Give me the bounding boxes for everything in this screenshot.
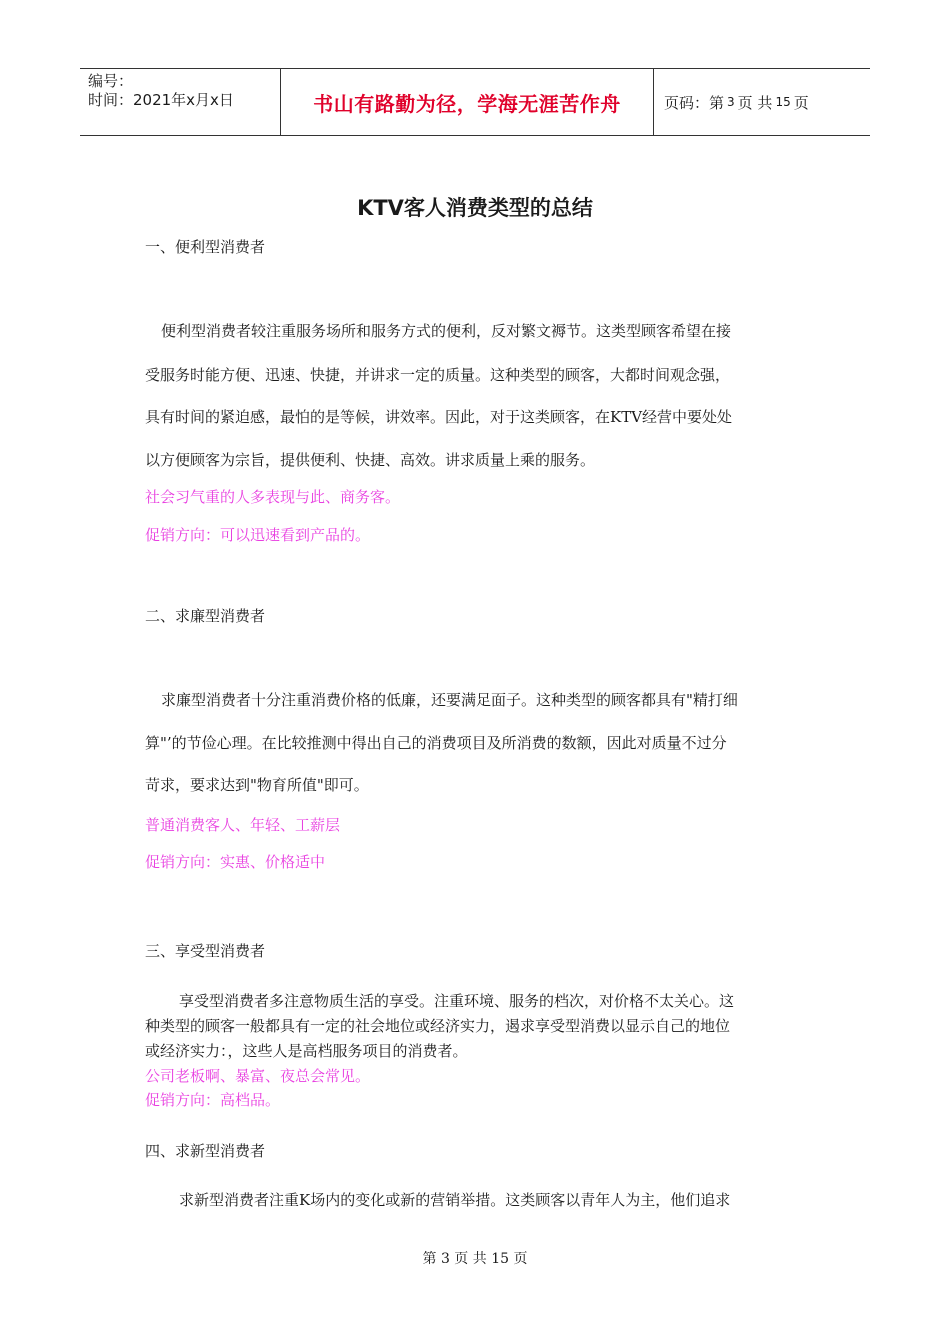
paragraph-line: 种类型的顾客一般都具有一定的社会地位或经济实力，遏求享受型消费以显示自己的地位	[145, 1017, 731, 1035]
paragraph-line: 具有时间的紧迫感，最怕的是等候，讲效率。因此，对于这类顾客，在KTV经营中要处处	[145, 408, 733, 426]
section-heading: 一、便利型消费者	[145, 238, 266, 256]
customer-note: 公司老板啊、暴富、夜总会常见。	[145, 1067, 371, 1085]
promotion-note: 促销方向：可以迅速看到产品的。	[145, 526, 371, 544]
doc-number-label: 编号：	[88, 72, 134, 90]
section-heading: 三、享受型消费者	[145, 942, 266, 960]
paragraph-line: 或经济实力：，这些人是高档服务项目的消费者。	[145, 1042, 468, 1060]
page-prefix: 页码：第	[664, 93, 725, 112]
page-current: 3	[727, 95, 735, 109]
section-heading: 四、求新型消费者	[145, 1142, 266, 1160]
paragraph-line: 以方便顾客为宗旨，提供便利、快捷、高效。讲求质量上乘的服务。	[145, 451, 596, 469]
doc-time-label: 时间：2021年x月x日	[88, 91, 234, 109]
page-total: 15	[775, 95, 791, 109]
paragraph-line: 算"’的节俭心理。在比较推测中得出自己的消费项目及所消费的数额，因此对质量不过分	[145, 734, 727, 752]
customer-note: 普通消费客人、年轻、工薪层	[145, 816, 341, 834]
section-heading: 二、求廉型消费者	[145, 607, 266, 625]
header-meta	[80, 69, 281, 135]
document-title: KTV客人消费类型的总结	[357, 196, 593, 220]
header-table	[80, 68, 870, 136]
page-footer: 第 3 页 共 15 页	[422, 1251, 528, 1267]
page-mid: 页 共	[737, 93, 773, 112]
promotion-note: 促销方向：实惠、价格适中	[145, 853, 326, 871]
paragraph-line: 享受型消费者多注意物质生活的享受。注重环境、服务的档次，对价格不太关心。这	[179, 992, 735, 1010]
paragraph-line: 受服务时能方便、迅速、快捷，并讲求一定的质量。这种类型的顾客，大都时间观念强，	[145, 366, 731, 384]
header-page-info	[654, 69, 870, 135]
paragraph-line: 便利型消费者较注重服务场所和服务方式的便利，反对繁文褥节。这类型顾客希望在接	[161, 322, 732, 340]
customer-note: 社会习气重的人多表现与此、商务客。	[145, 488, 401, 506]
paragraph-line: 求新型消费者注重K场内的变化或新的营销举措。这类顾客以青年人为主，他们追求	[179, 1191, 731, 1209]
paragraph-line: 求廉型消费者十分注重消费价格的低廉，还要满足面子。这种类型的顾客都具有"精打细	[161, 691, 738, 709]
header-motto: 书山有路勤为径，学海无涯苦作舟	[281, 69, 654, 135]
promotion-note: 促销方向：高档品。	[145, 1091, 281, 1109]
page-suffix: 页	[793, 93, 809, 112]
paragraph-line: 苛求，要求达到"物育所值"即可。	[145, 776, 369, 794]
